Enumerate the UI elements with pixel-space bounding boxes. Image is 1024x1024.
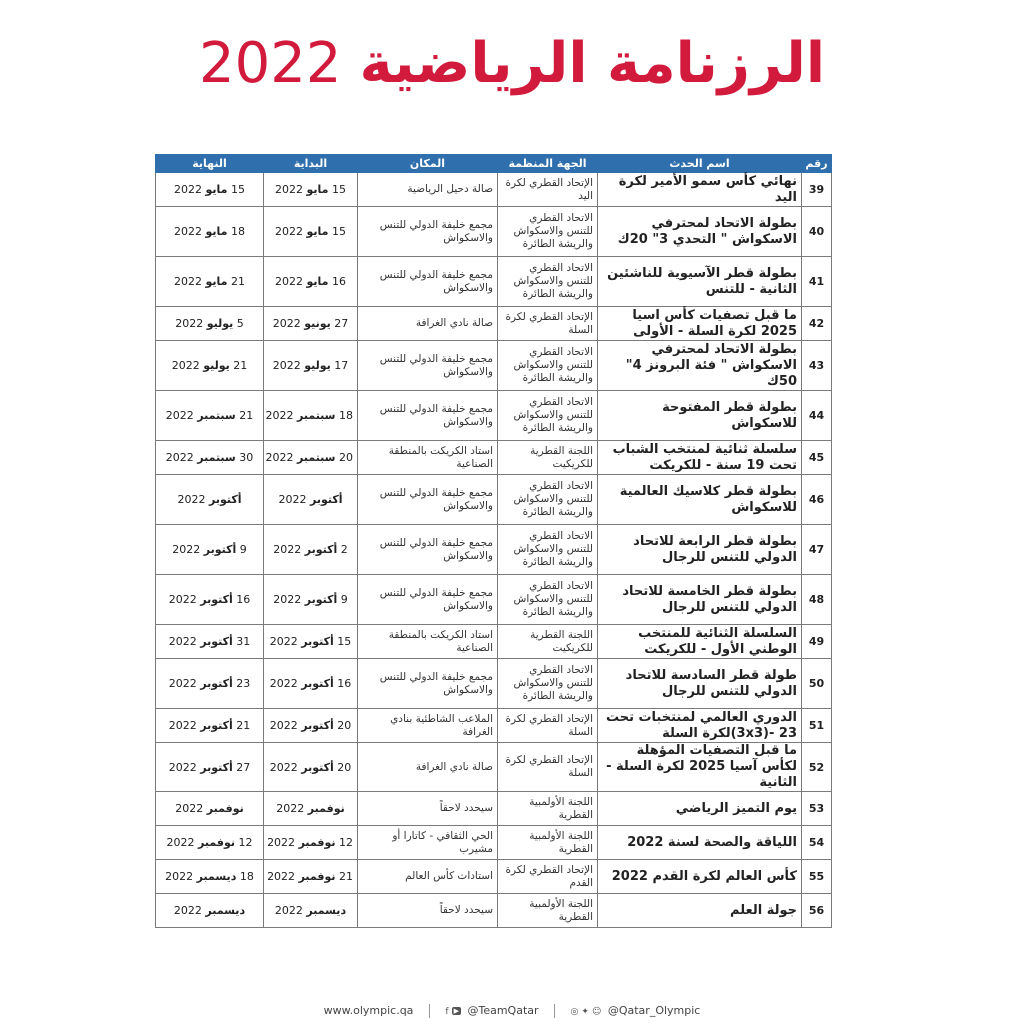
table-row xyxy=(156,441,832,475)
end-date-month: أكتوبر xyxy=(203,543,237,556)
row-number: 42 xyxy=(802,307,832,341)
row-number: 47 xyxy=(802,525,832,575)
start-date-day: 9 xyxy=(340,593,348,606)
end-date-month: نوفمبر xyxy=(206,802,244,815)
start-date-day: 21 xyxy=(339,870,353,883)
start-date-day: 2 xyxy=(340,543,348,556)
table-row xyxy=(156,307,832,341)
start-date xyxy=(264,391,358,441)
header-venue: المكان xyxy=(358,155,498,173)
organizer: الاتحاد القطري للتنس والاسكواش والريشة الطائرة xyxy=(498,475,598,525)
event-name: ما قبل تصفيات كأس اسيا 2025 لكرة السلة - الأولى xyxy=(598,307,802,341)
end-date-year: 2022 xyxy=(177,493,206,506)
start-date-month: أكتوبر xyxy=(301,677,334,690)
start-date-month: ديسمبر xyxy=(306,904,347,917)
table-row xyxy=(156,659,832,709)
start-date-month: يونيو xyxy=(304,317,331,330)
start-date-day: 12 xyxy=(339,836,353,849)
venue: استادات كأس العالم xyxy=(358,860,498,894)
start-date xyxy=(264,525,358,575)
start-date-day: 18 xyxy=(339,409,353,422)
start-date xyxy=(264,207,358,257)
event-name: نهائي كأس سمو الأمير لكرة اليد xyxy=(598,173,802,207)
end-date xyxy=(156,257,264,307)
end-date xyxy=(156,341,264,391)
end-date-year: 2022 xyxy=(165,870,194,883)
organizer: الإتحاد القطري لكرة السلة xyxy=(498,743,598,792)
organizer: الإتحاد القطري لكرة اليد xyxy=(498,173,598,207)
row-number: 52 xyxy=(802,743,832,792)
end-date-month: أكتوبر xyxy=(200,593,233,606)
start-date xyxy=(264,743,358,792)
table-row xyxy=(156,575,832,625)
end-date-year: 2022 xyxy=(172,543,201,556)
start-date-month: أكتوبر xyxy=(304,543,338,556)
venue: مجمع خليفة الدولي للتنس والاسكواش xyxy=(358,575,498,625)
start-date xyxy=(264,575,358,625)
organizer: الاتحاد القطري للتنس والاسكواش والريشة الطائرة xyxy=(498,391,598,441)
event-name: بطولة الاتحاد لمحترفي الاسكواش " فئة البرونز 4" 50ك xyxy=(598,341,802,391)
youtube-icon: ▶ xyxy=(453,1007,459,1015)
start-date-day: 17 xyxy=(334,359,349,372)
table-row xyxy=(156,792,832,826)
event-name: بطولة قطر الرابعة للاتحاد الدولي للتنس للرجال xyxy=(598,525,802,575)
start-date-day: 15 xyxy=(331,183,346,196)
end-date xyxy=(156,743,264,792)
end-date-day: 21 xyxy=(233,359,248,372)
event-name: جولة العلم xyxy=(598,894,802,928)
start-date-year: 2022 xyxy=(273,543,302,556)
snapchat-icon: ☺ xyxy=(591,1007,602,1017)
end-date xyxy=(156,441,264,475)
event-name: بطولة قطر كلاسيك العالمية للاسكواش xyxy=(598,475,802,525)
end-date-year: 2022 xyxy=(166,836,195,849)
start-date xyxy=(264,826,358,860)
organizer: اللجنة الأولمبية القطرية xyxy=(498,894,598,928)
end-date-day: 23 xyxy=(236,677,251,690)
instagram-icon: ◎ xyxy=(570,1007,579,1017)
title-word-1: الرزنامة xyxy=(607,31,826,96)
start-date xyxy=(264,625,358,659)
venue: استاد الكريكت بالمنطقة الصناعية xyxy=(358,441,498,475)
row-number: 49 xyxy=(802,625,832,659)
end-date-year: 2022 xyxy=(168,677,197,690)
end-date-year: 2022 xyxy=(168,760,197,774)
start-date-year: 2022 xyxy=(276,802,305,815)
event-name: كأس العالم لكرة القدم 2022 xyxy=(598,860,802,894)
start-date-month: أكتوبر xyxy=(301,719,334,732)
start-date-year: 2022 xyxy=(269,719,298,732)
title-year: 2022 xyxy=(198,31,342,96)
start-date xyxy=(264,709,358,743)
end-date-day: 27 xyxy=(236,760,251,774)
start-date-day: 27 xyxy=(334,317,349,330)
end-date xyxy=(156,525,264,575)
header-end: النهاية xyxy=(156,155,264,173)
row-number: 55 xyxy=(802,860,832,894)
end-date-day: 21 xyxy=(236,719,251,732)
end-date-month: يوليو xyxy=(203,359,230,372)
end-date-month: مايو xyxy=(205,275,228,288)
end-date-year: 2022 xyxy=(175,317,204,330)
start-date-month: مايو xyxy=(306,183,329,196)
start-date-year: 2022 xyxy=(275,225,304,238)
event-name: بطولة قطر الآسيوية للناشئين الثانية - للتنس xyxy=(598,257,802,307)
table-row xyxy=(156,475,832,525)
start-date-day: 15 xyxy=(331,225,346,238)
start-date-month: يوليو xyxy=(304,359,331,372)
organizer: اللجنة الأولمبية القطرية xyxy=(498,792,598,826)
end-date-day: 15 xyxy=(230,183,245,196)
start-date-year: 2022 xyxy=(269,635,298,648)
end-date-year: 2022 xyxy=(174,275,203,288)
end-date-year: 2022 xyxy=(173,904,202,917)
table-row xyxy=(156,341,832,391)
event-name: سلسلة ثنائية لمنتخب الشباب تحت 19 سنة - للكريكت xyxy=(598,441,802,475)
footer-divider xyxy=(429,1004,430,1018)
start-date-day: 20 xyxy=(339,451,353,464)
end-date-year: 2022 xyxy=(174,183,203,196)
start-date-year: 2022 xyxy=(265,451,294,464)
venue: استاد الكريكت بالمنطقة الصناعية xyxy=(358,625,498,659)
table-row xyxy=(156,625,832,659)
organizer: اللجنة الأولمبية القطرية xyxy=(498,826,598,860)
end-date xyxy=(156,173,264,207)
end-date-day: 9 xyxy=(239,543,247,556)
end-date-day: 5 xyxy=(236,317,244,330)
start-date-month: سبتمبر xyxy=(296,409,336,422)
start-date-month: نوفمبر xyxy=(298,836,336,849)
start-date-month: سبتمبر xyxy=(296,451,336,464)
end-date xyxy=(156,391,264,441)
end-date xyxy=(156,860,264,894)
start-date-day: 16 xyxy=(331,275,346,288)
event-name: اللياقة والصحة لسنة 2022 xyxy=(598,826,802,860)
table-row xyxy=(156,391,832,441)
venue: مجمع خليفة الدولي للتنس والاسكواش xyxy=(358,341,498,391)
end-date-year: 2022 xyxy=(171,359,200,372)
organizer: الاتحاد القطري للتنس والاسكواش والريشة الطائرة xyxy=(498,341,598,391)
schedule-table xyxy=(155,154,832,928)
table-row xyxy=(156,525,832,575)
venue: مجمع خليفة الدولي للتنس والاسكواش xyxy=(358,391,498,441)
organizer: الاتحاد القطري للتنس والاسكواش والريشة الطائرة xyxy=(498,207,598,257)
start-date-year: 2022 xyxy=(272,359,301,372)
row-number: 46 xyxy=(802,475,832,525)
organizer: الإتحاد القطري لكرة السلة xyxy=(498,307,598,341)
start-date-year: 2022 xyxy=(267,836,296,849)
row-number: 53 xyxy=(802,792,832,826)
organizer: الإتحاد القطري لكرة السلة xyxy=(498,709,598,743)
end-date xyxy=(156,826,264,860)
row-number: 44 xyxy=(802,391,832,441)
end-date xyxy=(156,625,264,659)
end-date-year: 2022 xyxy=(175,802,204,815)
table-header-row xyxy=(156,155,832,173)
end-date-day: 31 xyxy=(236,635,251,648)
start-date-year: 2022 xyxy=(274,904,303,917)
organizer: الاتحاد القطري للتنس والاسكواش والريشة الطائرة xyxy=(498,257,598,307)
event-name: طولة قطر السادسة للاتحاد الدولي للتنس للرجال xyxy=(598,659,802,709)
end-date xyxy=(156,894,264,928)
end-date-month: أكتوبر xyxy=(200,760,233,774)
table-row xyxy=(156,173,832,207)
start-date xyxy=(264,659,358,709)
end-date-year: 2022 xyxy=(165,451,194,464)
venue: مجمع خليفة الدولي للتنس والاسكواش xyxy=(358,207,498,257)
event-name: بطولة الاتحاد لمحترفي الاسكواش " التحدي 3" 20ك xyxy=(598,207,802,257)
end-date-day: 18 xyxy=(230,225,245,238)
end-date-month: سبتمبر xyxy=(197,409,236,422)
start-date xyxy=(264,173,358,207)
twitter-icon: ✦ xyxy=(581,1007,589,1017)
start-date-year: 2022 xyxy=(267,870,296,883)
event-name: بطولة قطر المفتوحة للاسكواش xyxy=(598,391,802,441)
table-row xyxy=(156,743,832,792)
venue: مجمع خليفة الدولي للتنس والاسكواش xyxy=(358,257,498,307)
end-date-year: 2022 xyxy=(165,409,194,422)
venue: صالة نادي الغرافة xyxy=(358,307,498,341)
venue: سيحدد لاحقاً xyxy=(358,792,498,826)
table-row xyxy=(156,826,832,860)
start-date xyxy=(264,441,358,475)
start-date-month: أكتوبر xyxy=(301,760,334,774)
title-word-2: الرياضية xyxy=(359,31,588,96)
social-handle-1[interactable]: @TeamQatar xyxy=(467,1004,539,1017)
start-date-day: 20 xyxy=(337,719,352,732)
end-date-year: 2022 xyxy=(174,225,203,238)
organizer: اللجنة القطرية للكريكيت xyxy=(498,625,598,659)
organizer: الاتحاد القطري للتنس والاسكواش والريشة الطائرة xyxy=(498,525,598,575)
row-number: 51 xyxy=(802,709,832,743)
header-name: اسم الحدث xyxy=(598,155,802,173)
event-name: ما قبل التصفيات المؤهلة لكأس آسيا 2025 لكرة السلة - الثانية xyxy=(598,743,802,792)
start-date-month: نوفمبر xyxy=(307,802,345,815)
footer xyxy=(0,1004,1024,1018)
start-date-month: نوفمبر xyxy=(298,870,336,883)
row-number: 40 xyxy=(802,207,832,257)
end-date-day: 30 xyxy=(239,451,254,464)
end-date-day: 18 xyxy=(239,870,254,883)
event-name: يوم التميز الرياضي xyxy=(598,792,802,826)
row-number: 54 xyxy=(802,826,832,860)
start-date-year: 2022 xyxy=(269,760,298,774)
end-date-month: مايو xyxy=(205,183,228,196)
venue: الملاعب الشاطئية بنادي الغرافة xyxy=(358,709,498,743)
start-date-day: 16 xyxy=(337,677,352,690)
start-date-month: أكتوبر xyxy=(309,493,343,506)
end-date-month: أكتوبر xyxy=(200,719,233,732)
end-date-day: 21 xyxy=(239,409,254,422)
organizer: الاتحاد القطري للتنس والاسكواش والريشة الطائرة xyxy=(498,575,598,625)
event-name: بطولة قطر الخامسة للاتحاد الدولي للتنس للرجال xyxy=(598,575,802,625)
row-number: 50 xyxy=(802,659,832,709)
venue: صالة نادي الغرافة xyxy=(358,743,498,792)
header-num: رقم xyxy=(802,155,832,173)
end-date-month: يوليو xyxy=(206,317,234,330)
start-date xyxy=(264,307,358,341)
end-date xyxy=(156,207,264,257)
venue: مجمع خليفة الدولي للتنس والاسكواش xyxy=(358,659,498,709)
header-org: الجهة المنظمة xyxy=(498,155,598,173)
end-date-month: أكتوبر xyxy=(200,635,233,648)
start-date-day: 15 xyxy=(337,635,352,648)
venue: مجمع خليفة الدولي للتنس والاسكواش xyxy=(358,525,498,575)
row-number: 41 xyxy=(802,257,832,307)
table-row xyxy=(156,894,832,928)
start-date-month: أكتوبر xyxy=(301,635,334,648)
end-date-day: 16 xyxy=(236,593,251,606)
start-date-day: 20 xyxy=(337,760,352,774)
start-date-year: 2022 xyxy=(278,493,307,506)
start-date xyxy=(264,341,358,391)
end-date-month: ديسمبر xyxy=(196,870,237,883)
row-number: 56 xyxy=(802,894,832,928)
start-date xyxy=(264,860,358,894)
end-date xyxy=(156,659,264,709)
end-date-month: مايو xyxy=(205,225,228,238)
end-date-year: 2022 xyxy=(168,719,197,732)
end-date-month: سبتمبر xyxy=(197,451,236,464)
event-name: الدوري العالمي لمنتخبات تحت 23 -(3x3)لكرة السلة xyxy=(598,709,802,743)
organizer: اللجنة القطرية للكريكيت xyxy=(498,441,598,475)
end-date-year: 2022 xyxy=(168,593,197,606)
table-row xyxy=(156,860,832,894)
end-date xyxy=(156,575,264,625)
website-link[interactable]: www.olympic.qa xyxy=(323,1004,414,1017)
header-start: البداية xyxy=(264,155,358,173)
table-row xyxy=(156,257,832,307)
event-name: السلسلة الثنائية للمنتخب الوطني الأول - للكريكت xyxy=(598,625,802,659)
start-date-year: 2022 xyxy=(275,275,304,288)
organizer: الإتحاد القطري لكرة القدم xyxy=(498,860,598,894)
end-date xyxy=(156,792,264,826)
page-title xyxy=(0,28,1024,100)
social-handle-2[interactable]: @Qatar_Olympic xyxy=(607,1004,701,1017)
start-date-year: 2022 xyxy=(265,409,294,422)
venue: مجمع خليفة الدولي للتنس والاسكواش xyxy=(358,475,498,525)
end-date-year: 2022 xyxy=(168,635,197,648)
organizer: الاتحاد القطري للتنس والاسكواش والريشة الطائرة xyxy=(498,659,598,709)
venue: الحي الثقافي - كاتارا أو مشيرب xyxy=(358,826,498,860)
row-number: 39 xyxy=(802,173,832,207)
end-date xyxy=(156,307,264,341)
venue: صالة دحيل الرياضية xyxy=(358,173,498,207)
start-date-year: 2022 xyxy=(273,593,302,606)
table-row xyxy=(156,709,832,743)
start-date xyxy=(264,894,358,928)
start-date-month: مايو xyxy=(306,225,329,238)
end-date-month: نوفمبر xyxy=(198,836,235,849)
start-date xyxy=(264,257,358,307)
footer-divider xyxy=(554,1004,555,1018)
end-date-day: 21 xyxy=(230,275,245,288)
row-number: 43 xyxy=(802,341,832,391)
facebook-icon: f xyxy=(445,1007,449,1017)
end-date-day: 12 xyxy=(238,836,253,849)
start-date-year: 2022 xyxy=(275,183,304,196)
row-number: 45 xyxy=(802,441,832,475)
start-date-year: 2022 xyxy=(272,317,301,330)
end-date-month: ديسمبر xyxy=(205,904,246,917)
start-date-month: مايو xyxy=(306,275,329,288)
start-date-year: 2022 xyxy=(269,677,298,690)
table-row xyxy=(156,207,832,257)
start-date-month: أكتوبر xyxy=(304,593,338,606)
end-date xyxy=(156,709,264,743)
start-date xyxy=(264,475,358,525)
end-date xyxy=(156,475,264,525)
start-date xyxy=(264,792,358,826)
end-date-month: أكتوبر xyxy=(200,677,233,690)
venue: سيحدد لاحقاً xyxy=(358,894,498,928)
end-date-month: أكتوبر xyxy=(208,493,242,506)
row-number: 48 xyxy=(802,575,832,625)
